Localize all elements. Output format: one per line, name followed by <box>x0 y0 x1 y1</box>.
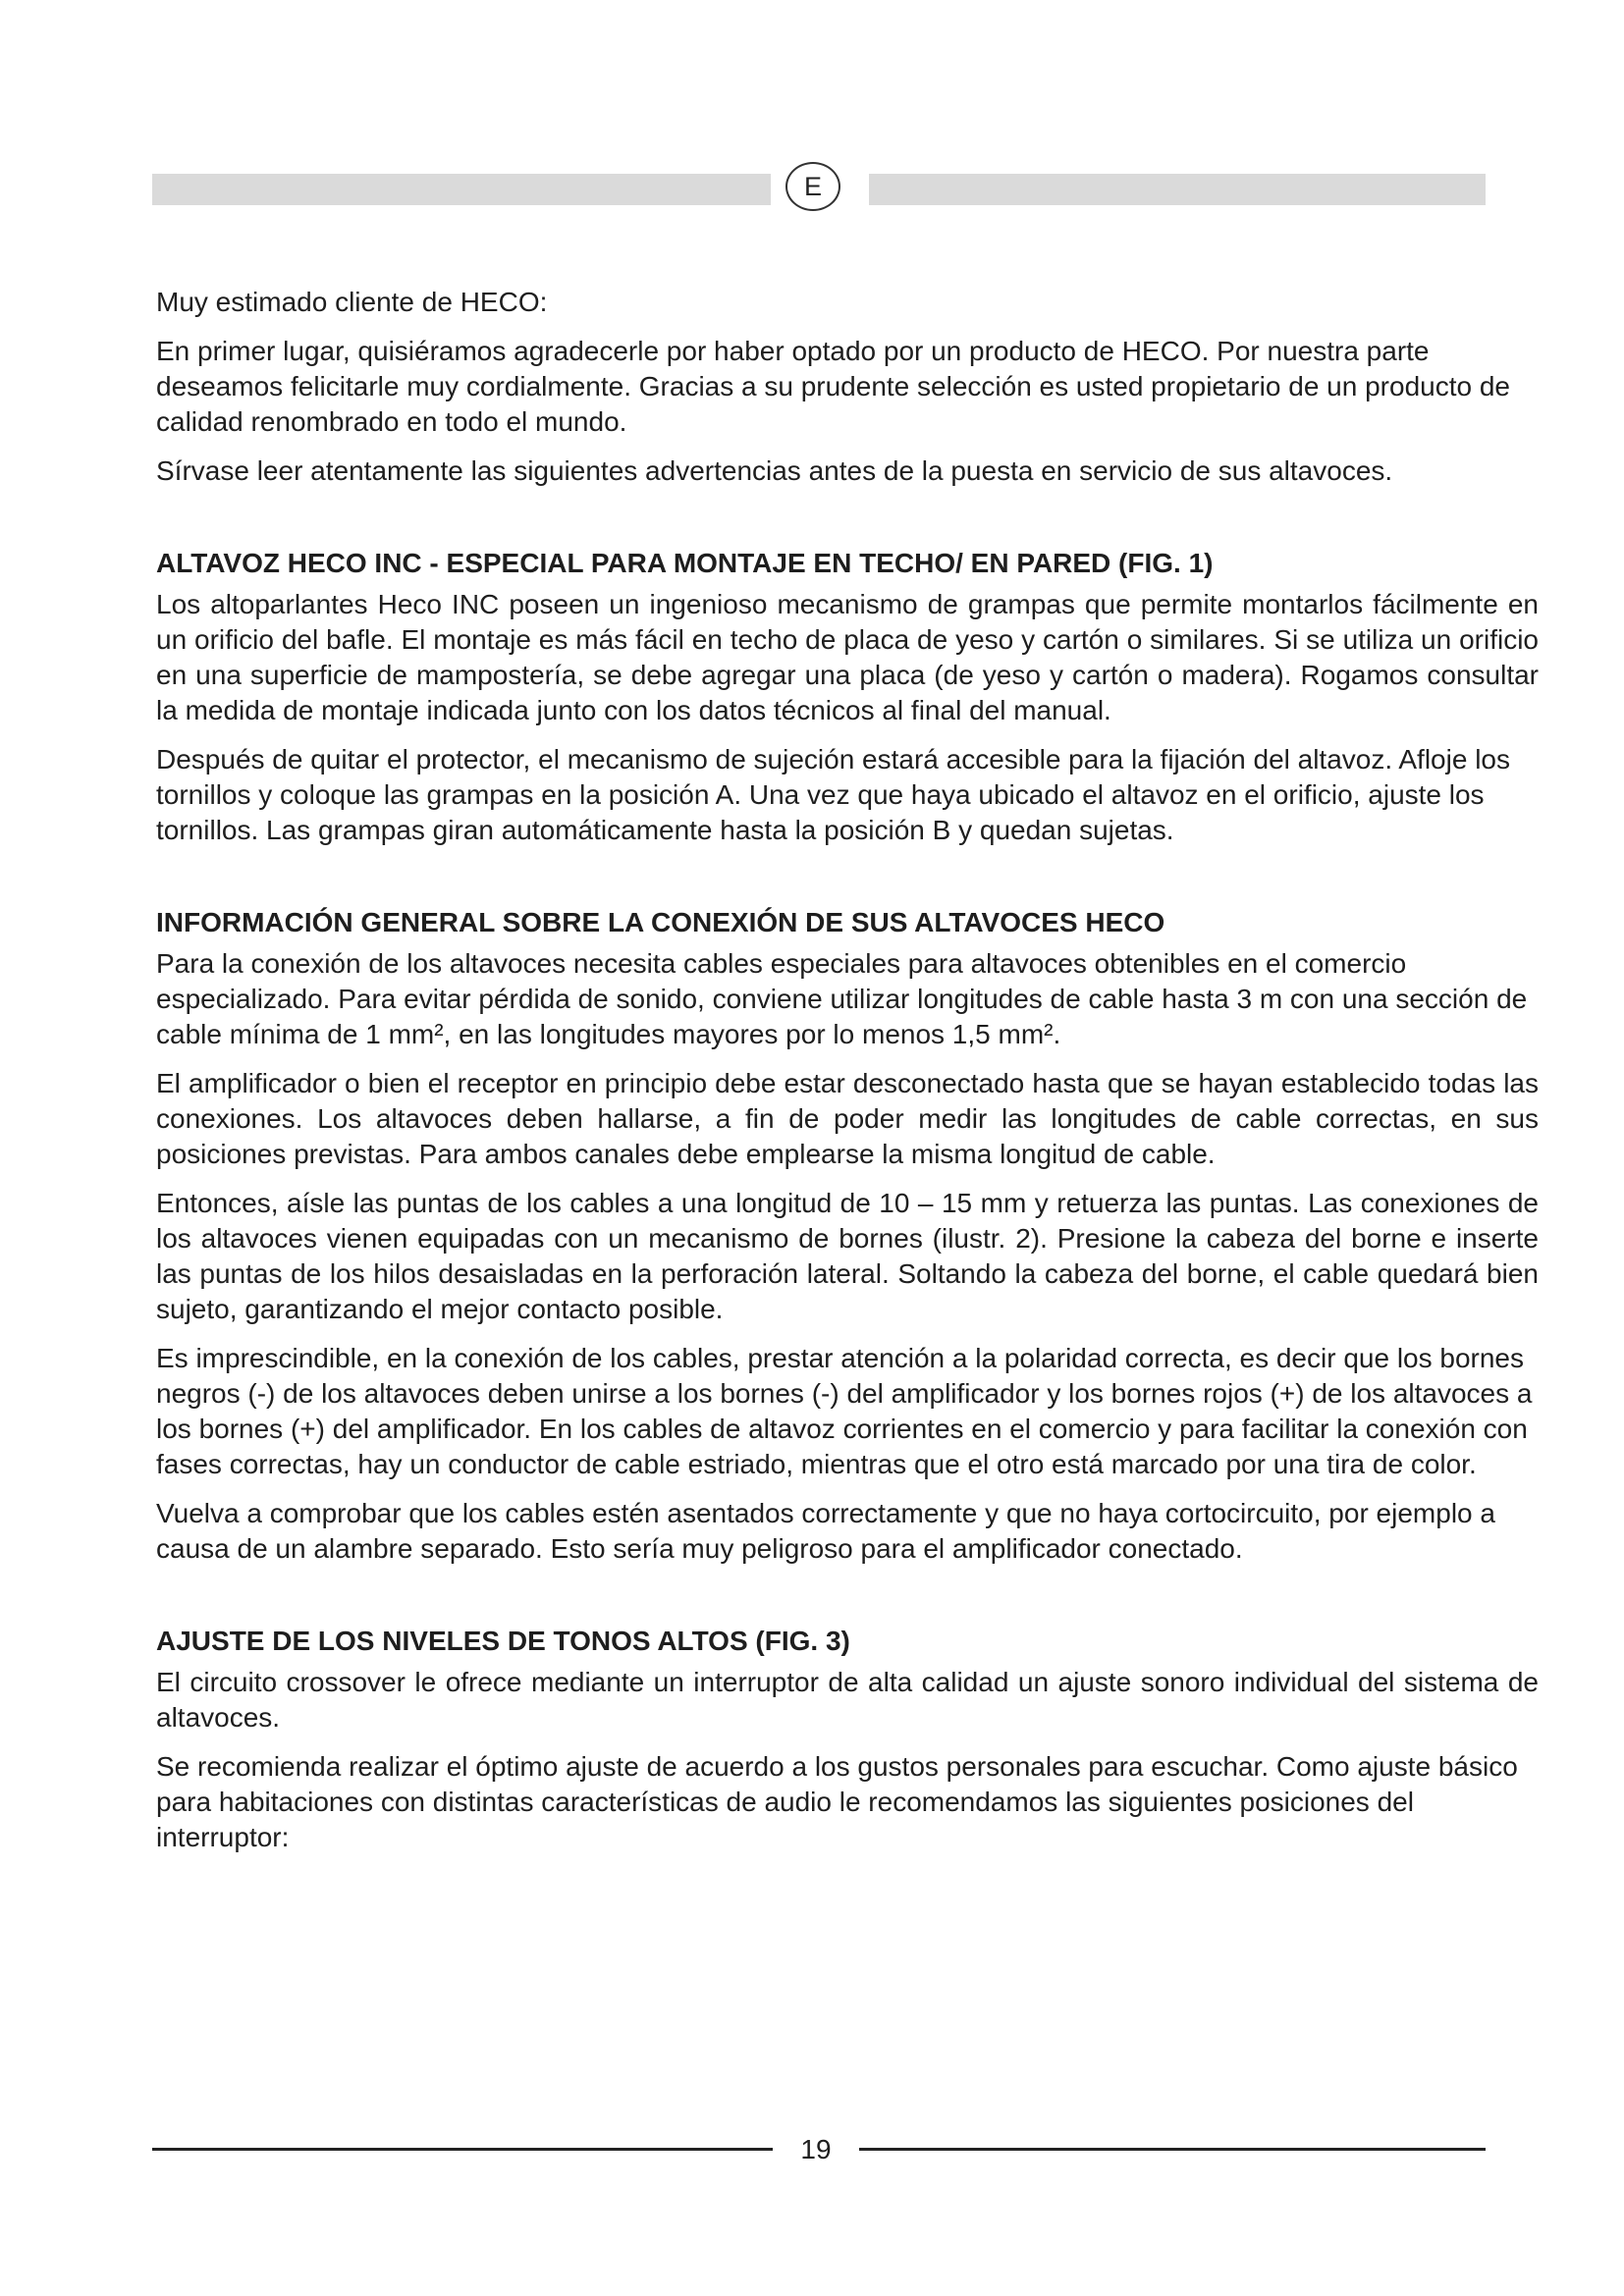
language-badge: E <box>785 162 840 211</box>
greeting: Muy estimado cliente de HECO: <box>156 287 548 317</box>
page-number: 19 <box>800 2134 832 2164</box>
section-paragraph: Se recomienda realizar el óptimo ajuste de acuerdo a los gustos personales para escuchar. Como ajuste básico para habitaciones con distintas características de audio le recomendamos las siguientes posiciones del interruptor: <box>156 1751 1518 1852</box>
section-paragraph: Vuelva a comprobar que los cables estén asentados correctamente y que no haya cortocircuito, por ejemplo a causa de un alambre separado. Esto sería muy peligroso para el amplificador conectado. <box>156 1498 1495 1564</box>
section-paragraph: Después de quitar el protector, el mecanismo de sujeción estará accesible para la fijación del altavoz. Afloje los tornillos y coloque las grampas en la posición A. Una vez que haya ubicado el altavoz en el orificio, ajuste los tornillos. Las grampas giran automáticamente hasta la posición B y quedan sujetas. <box>156 744 1510 845</box>
section-heading-mounting: ALTAVOZ HECO INC - ESPECIAL PARA MONTAJE EN TECHO/ EN PARED (FIG. 1) <box>156 548 1214 578</box>
section-paragraph: Los altoparlantes Heco INC poseen un ingenioso mecanismo de grampas que permite montarlos fácilmente en un orificio del bafle. El montaje es más fácil en techo de placa de yeso y cartón o similares. Si se utiliza un orificio en una superficie de mampostería, se debe agregar una placa (de yeso y cartón o madera). Rogamos consultar la medida de montaje indicada junto con los datos técnicos al final del manual. <box>156 589 1539 725</box>
document-body <box>156 285 1539 1869</box>
page-footer <box>152 2130 1486 2169</box>
header-band-right <box>869 174 1486 205</box>
footer-rule-left <box>152 2148 773 2151</box>
section-paragraph: Entonces, aísle las puntas de los cables a una longitud de 10 – 15 mm y retuerza las puntas. Las conexiones de los altavoces vienen equipadas con un mecanismo de bornes (ilustr. 2). Presione la cabeza del borne e inserte las puntas de los hilos desaisladas en la perforación lateral. Soltando la cabeza del borne, el cable quedará bien sujeto, garantizando el mejor contacto posible. <box>156 1188 1539 1324</box>
section-paragraph: El amplificador o bien el receptor en principio debe estar desconectado hasta que se hayan establecido todas las conexiones. Los altavoces deben hallarse, a fin de poder medir las longitudes de cable correctas, en sus posiciones previstas. Para ambos canales debe emplearse la misma longitud de cable. <box>156 1068 1539 1169</box>
section-paragraph: Es imprescindible, en la conexión de los cables, prestar atención a la polaridad correcta, es decir que los bornes negros (-) de los altavoces deben unirse a los bornes (-) del amplificador y los bornes rojos (+) de los altavoces a los bornes (+) del amplificador. En los cables de altavoz corrientes en el comercio y para facilitar la conexión con fases correctas, hay un conductor de cable estriado, mientras que el otro está marcado por una tira de color. <box>156 1343 1533 1479</box>
intro-paragraph: Sírvase leer atentamente las siguientes advertencias antes de la puesta en servicio de sus altavoces. <box>156 455 1393 486</box>
intro-paragraph: En primer lugar, quisiéramos agradecerle por haber optado por un producto de HECO. Por nuestra parte deseamos felicitarle muy cordialmente. Gracias a su prudente selección es usted propietario de un producto de calidad renombrado en todo el mundo. <box>156 336 1510 437</box>
section-paragraph: El circuito crossover le ofrece mediante un interruptor de alta calidad un ajuste sonoro individual del sistema de altavoces. <box>156 1667 1539 1733</box>
section-heading-connection: INFORMACIÓN GENERAL SOBRE LA CONEXIÓN DE SUS ALTAVOCES HECO <box>156 907 1165 937</box>
section-heading-tweeter-level: AJUSTE DE LOS NIVELES DE TONOS ALTOS (FIG. 3) <box>156 1626 850 1656</box>
section-paragraph: Para la conexión de los altavoces necesita cables especiales para altavoces obtenibles en el comercio especializado. Para evitar pérdida de sonido, conviene utilizar longitudes de cable hasta 3 m con una sección de cable mínima de 1 mm², en las longitudes mayores por lo menos 1,5 mm². <box>156 948 1528 1049</box>
footer-rule-right <box>859 2148 1486 2151</box>
header-band <box>152 171 1486 205</box>
header-band-left <box>152 174 771 205</box>
